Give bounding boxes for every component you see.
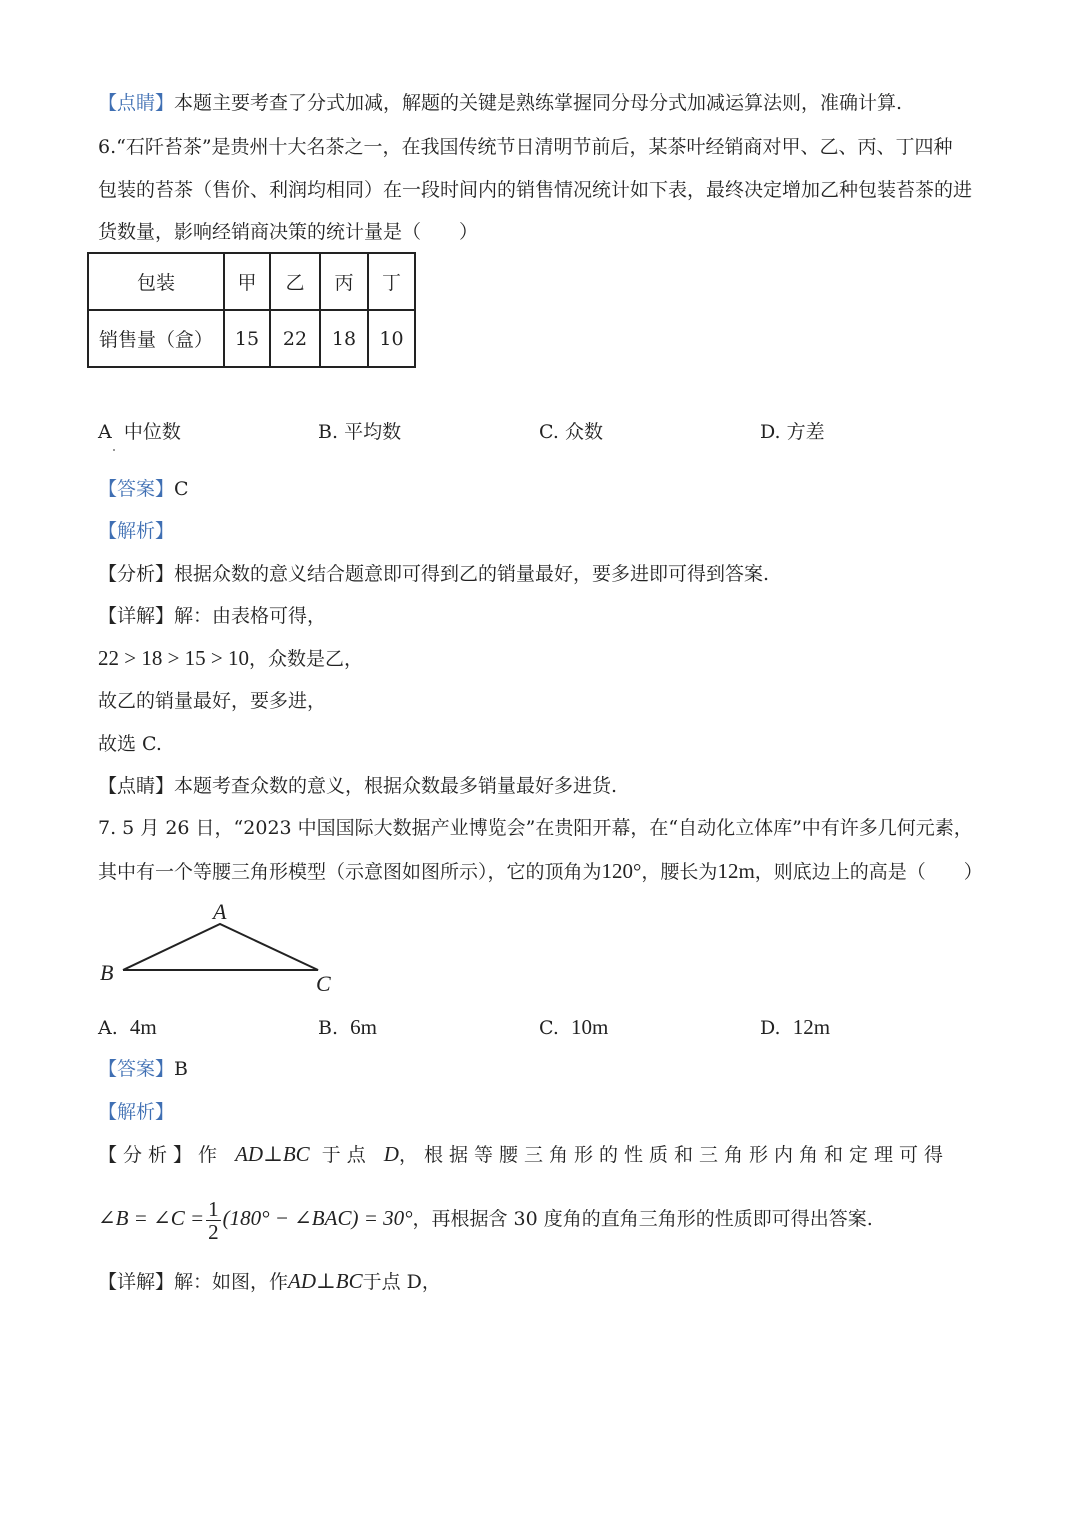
q7-stem-line-1: 7. 5 月 26 日，“2023 中国国际大数据产业博览会”在贵阳开幕，在“自动化立体库”中有许多几何元素， bbox=[98, 817, 973, 839]
q6-detail: 【详解】解：由表格可得， bbox=[98, 605, 327, 627]
table-header-row bbox=[88, 253, 415, 310]
q6-option-c: C. 众数 bbox=[539, 421, 603, 443]
vertex-c-label: C bbox=[316, 971, 331, 996]
fraction-one-half: $\frac{1}{2}$ bbox=[208, 1196, 219, 1244]
table-col-jia: 甲 bbox=[224, 253, 270, 310]
table-row bbox=[88, 310, 415, 367]
prev-dianjing: 【点睛】本题主要考查了分式加减，解题的关键是熟练掌握同分母分式加减运算法则，准确计算. bbox=[98, 92, 903, 114]
table-header-label: 包装 bbox=[88, 253, 224, 310]
q7-stem-line-2: 其中有一个等腰三角形模型（示意图如图所示），它的顶角为120°，腰长为12m，则底边上的高是（ ） bbox=[98, 859, 983, 883]
q7-fenxi-formula-line: ∠B = ∠C = $\frac{1}{2}$ (180° − ∠BAC) = 30°，再根据含 30 度角的直角三角形的性质即可得出答案. bbox=[98, 1196, 873, 1244]
table-cell: 10 bbox=[368, 310, 415, 367]
q7-option-c: C. 10m bbox=[539, 1015, 609, 1039]
q6-detail-line-3: 故选 C. bbox=[98, 733, 162, 755]
table-cell: 22 bbox=[270, 310, 320, 367]
q6-answer: 【答案】C bbox=[98, 478, 189, 500]
vertex-a-label: A bbox=[213, 899, 227, 924]
q6-stem-line-3: 货数量，影响经销商决策的统计量是（ ） bbox=[98, 221, 479, 243]
q6-option-a: A 中位数 bbox=[98, 421, 181, 443]
table-col-ding: 丁 bbox=[368, 253, 415, 310]
table-col-yi: 乙 bbox=[270, 253, 320, 310]
vertex-b-label: B bbox=[100, 960, 114, 985]
q7-option-a: A. 4m bbox=[98, 1015, 157, 1039]
q6-stem-line-1: 6.“石阡苔茶”是贵州十大名茶之一，在我国传统节日清明节前后，某茶叶经销商对甲、乙、丙、丁四种 bbox=[98, 136, 953, 158]
table-cell: 18 bbox=[320, 310, 368, 367]
table-row-label: 销售量（盒） bbox=[88, 310, 224, 367]
q6-detail-line-2: 故乙的销量最好，要多进， bbox=[98, 690, 327, 712]
q6-fenxi: 【分析】根据众数的意义结合题意即可得到乙的销量最好，要多进即可得到答案. bbox=[98, 563, 770, 585]
sales-table bbox=[87, 252, 416, 368]
table-cell: 15 bbox=[224, 310, 270, 367]
decorative-dot bbox=[113, 449, 115, 451]
q6-analysis-heading: 【解析】 bbox=[98, 520, 175, 542]
q6-option-b: B. 平均数 bbox=[318, 421, 402, 443]
q7-answer: 【答案】B bbox=[98, 1058, 188, 1080]
table-col-bing: 丙 bbox=[320, 253, 368, 310]
q7-option-b: B. 6m bbox=[318, 1015, 377, 1039]
q7-option-d: D. 12m bbox=[760, 1015, 831, 1039]
q6-dianjing: 【点睛】本题考查众数的意义，根据众数最多销量最好多进货. bbox=[98, 775, 618, 797]
q7-analysis-heading: 【解析】 bbox=[98, 1101, 175, 1123]
q6-option-d: D. 方差 bbox=[760, 421, 825, 443]
triangle-figure bbox=[90, 895, 350, 1000]
triangle-abc bbox=[123, 924, 318, 970]
q7-detail: 【详解】解：如图，作AD⊥BC于点 D， bbox=[98, 1269, 441, 1293]
q6-stem-line-2: 包装的苔茶（售价、利润均相同）在一段时间内的销售情况统计如下表，最终决定增加乙种包装苔茶的进 bbox=[98, 179, 973, 201]
q6-detail-math-line: 22 > 18 > 15 > 10，众数是乙， bbox=[98, 646, 364, 670]
q7-fenxi-line-1: 【分析】作 AD⊥BC 于点 D，根据等腰三角形的性质和三角形内角和定理可得 bbox=[98, 1142, 949, 1166]
